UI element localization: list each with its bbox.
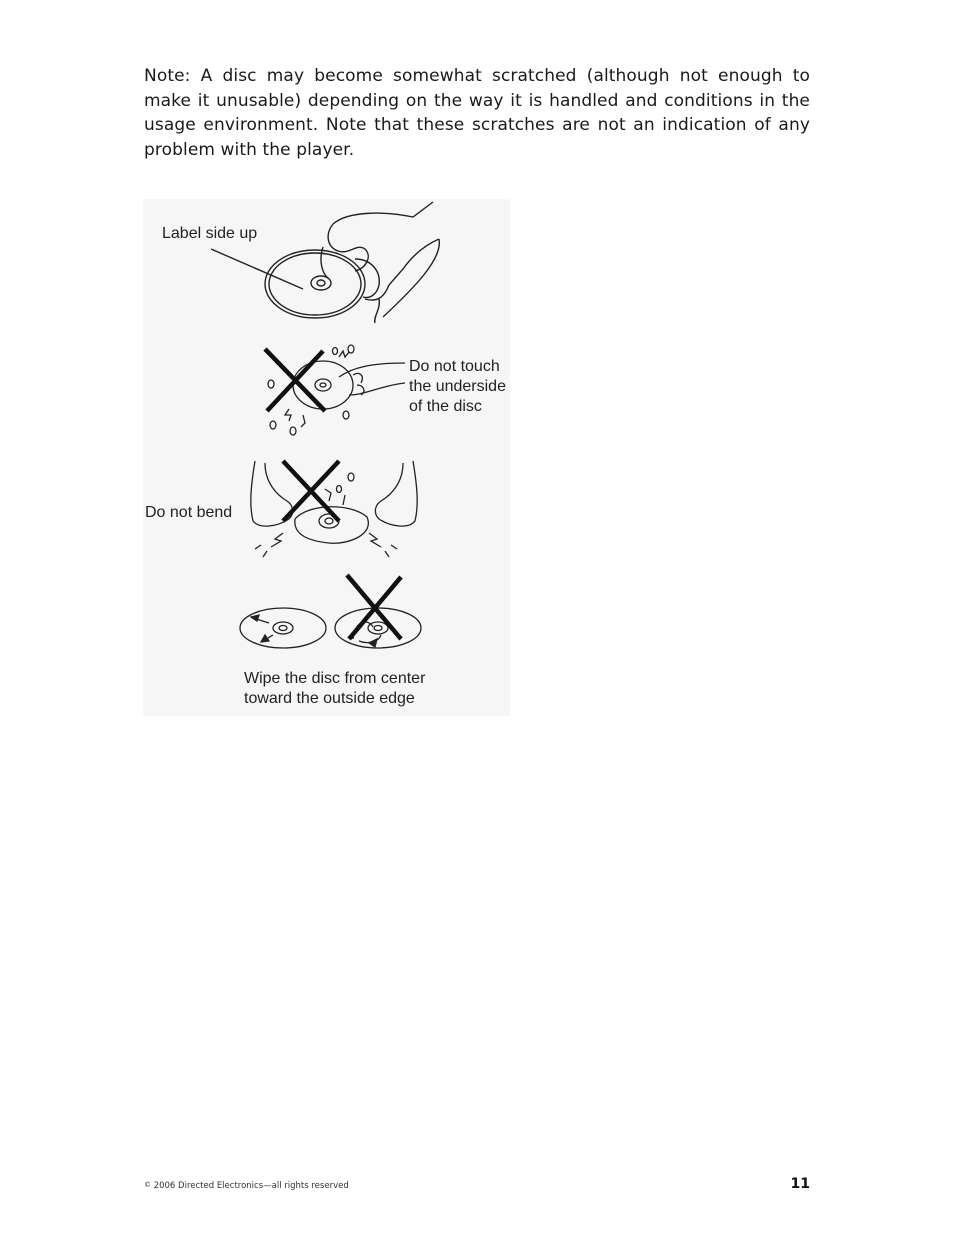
copyright-text: 2006 Directed Electronics—all rights reserved [153,1181,349,1191]
do-not-touch-caption: Do not touch the underside of the disc [409,358,506,415]
do-not-bend-cross [283,461,339,521]
do-not-bend-illustration [251,461,417,557]
wipe-correct-illustration [240,608,326,648]
wipe-caption: Wipe the disc from center toward the outside edge [244,670,426,707]
label-side-up-illustration [211,202,439,323]
footer-copyright [144,1181,349,1191]
do-not-touch-cross [265,349,325,411]
do-not-bend-caption: Do not bend [145,504,233,521]
disc-handling-drawing [143,199,510,716]
label-side-up-caption: Label side up [162,225,258,242]
disc-handling-illustration [143,199,510,716]
copyright-symbol: © [144,1181,151,1189]
note-paragraph: Note: A disc may become somewhat scratched (although not enough to make it unusable) depending on the way it is handled and conditions in the usage environment. Note that these scratches are not an indication of any problem with the player. [144,66,810,160]
page-number: 11 [790,1176,810,1192]
